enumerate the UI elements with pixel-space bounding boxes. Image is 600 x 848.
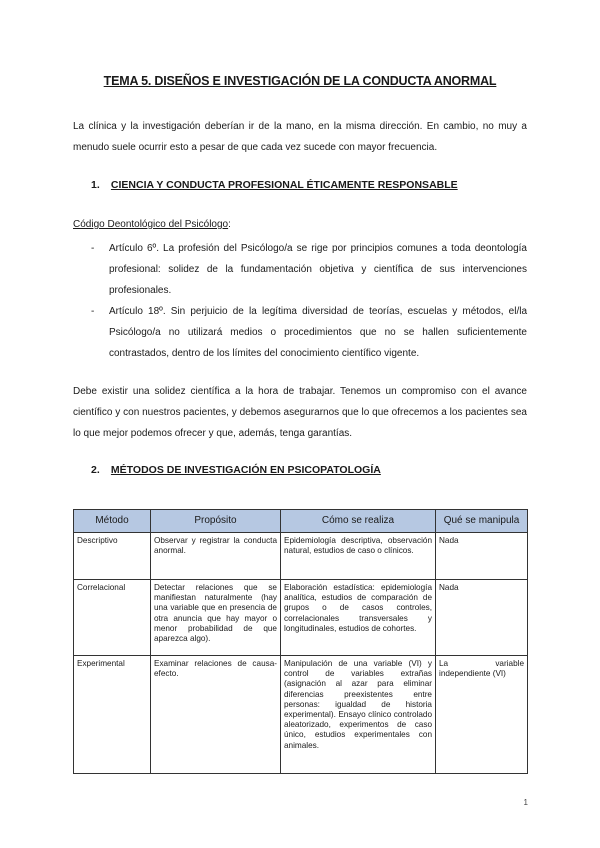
bullet-list	[73, 238, 527, 364]
section-1-heading	[91, 179, 458, 191]
list-item	[73, 301, 527, 364]
page-title: TEMA 5. DISEÑOS E INVESTIGACIÓN DE LA CONDUCTA ANORMAL	[103, 74, 497, 88]
table-cell: Detectar relaciones que se manifiestan naturalmente (hay una variable que en presencia de otra anuncia que hay mayor o menor probabilidad de que aparezca algo).	[151, 580, 281, 656]
table-row	[74, 580, 528, 656]
code-label-suffix: :	[228, 219, 231, 230]
table-cell: Manipulación de una variable (VI) y control de variables extrañas (asignación al azar para eliminar diferencias preexistentes entre personas: igualdad de historia experimental). Ensayo clínico controlado aleatorizado, experimentos de caso único, estudios experimentales con animales.	[281, 656, 436, 774]
column-header: Propósito	[151, 510, 281, 533]
table-header-row	[74, 510, 528, 533]
section-number: 1.	[91, 179, 100, 191]
table-cell: La variable independiente (VI)	[436, 656, 528, 774]
body-paragraph: Debe existir una solidez científica a la hora de trabajar. Tenemos un compromiso con el avance científico y con nuestros pacientes, y debemos asegurarnos que lo que ofrecemos a los pacientes sea lo que mejor podemos ofrecer y que, además, tenga garantías.	[73, 386, 527, 439]
section-number: 2.	[91, 464, 100, 476]
table-cell: Observar y registrar la conducta anormal.	[151, 533, 281, 580]
section-title: CIENCIA Y CONDUCTA PROFESIONAL ÉTICAMENTE RESPONSABLE	[110, 179, 458, 191]
table-row	[74, 656, 528, 774]
list-item-text: Artículo 6º. La profesión del Psicólogo/a se rige por principios comunes a toda deontología profesional: solidez de la fundamentación objetiva y científica de sus intervenciones profesionales.	[109, 243, 527, 296]
table-cell: Experimental	[74, 656, 151, 774]
section-title: MÉTODOS DE INVESTIGACIÓN EN PSICOPATOLOGÍA	[110, 464, 381, 476]
page-number: 1	[523, 798, 528, 807]
bullet-dash: -	[91, 306, 95, 317]
methods-table	[73, 509, 528, 774]
list-item	[73, 238, 527, 301]
list-item-text: Artículo 18º. Sin perjuicio de la legítima diversidad de teorías, escuelas y métodos, el/la Psicólogo/a no utilizará medios o procedimientos que no se hallen suficientemente contrastados, dentro de los límites del conocimiento científico vigente.	[109, 306, 527, 359]
column-header: Método	[74, 510, 151, 533]
section-2-heading	[91, 464, 381, 476]
intro-paragraph: La clínica y la investigación deberían ir de la mano, en la misma dirección. En cambio, no muy a menudo suele ocurrir esto a pesar de que cada vez sucede con mayor frecuencia.	[73, 121, 527, 153]
column-header: Cómo se realiza	[281, 510, 436, 533]
table-cell: Epidemiología descriptiva, observación natural, estudios de caso o clínicos.	[281, 533, 436, 580]
code-label	[73, 219, 231, 230]
column-header: Qué se manipula	[436, 510, 528, 533]
table-cell: Descriptivo	[74, 533, 151, 580]
code-label-text: Código Deontológico del Psicólogo	[73, 219, 229, 230]
table-row	[74, 533, 528, 580]
table-cell: Examinar relaciones de causa-efecto.	[151, 656, 281, 774]
table-cell: Elaboración estadística: epidemiología analítica, estudios de comparación de grupos o de casos controles, correlacionales transversales y longitudinales, estudios de cohortes.	[281, 580, 436, 656]
bullet-dash: -	[91, 243, 95, 254]
table-cell: Correlacional	[74, 580, 151, 656]
table-cell: Nada	[436, 580, 528, 656]
table-cell: Nada	[436, 533, 528, 580]
